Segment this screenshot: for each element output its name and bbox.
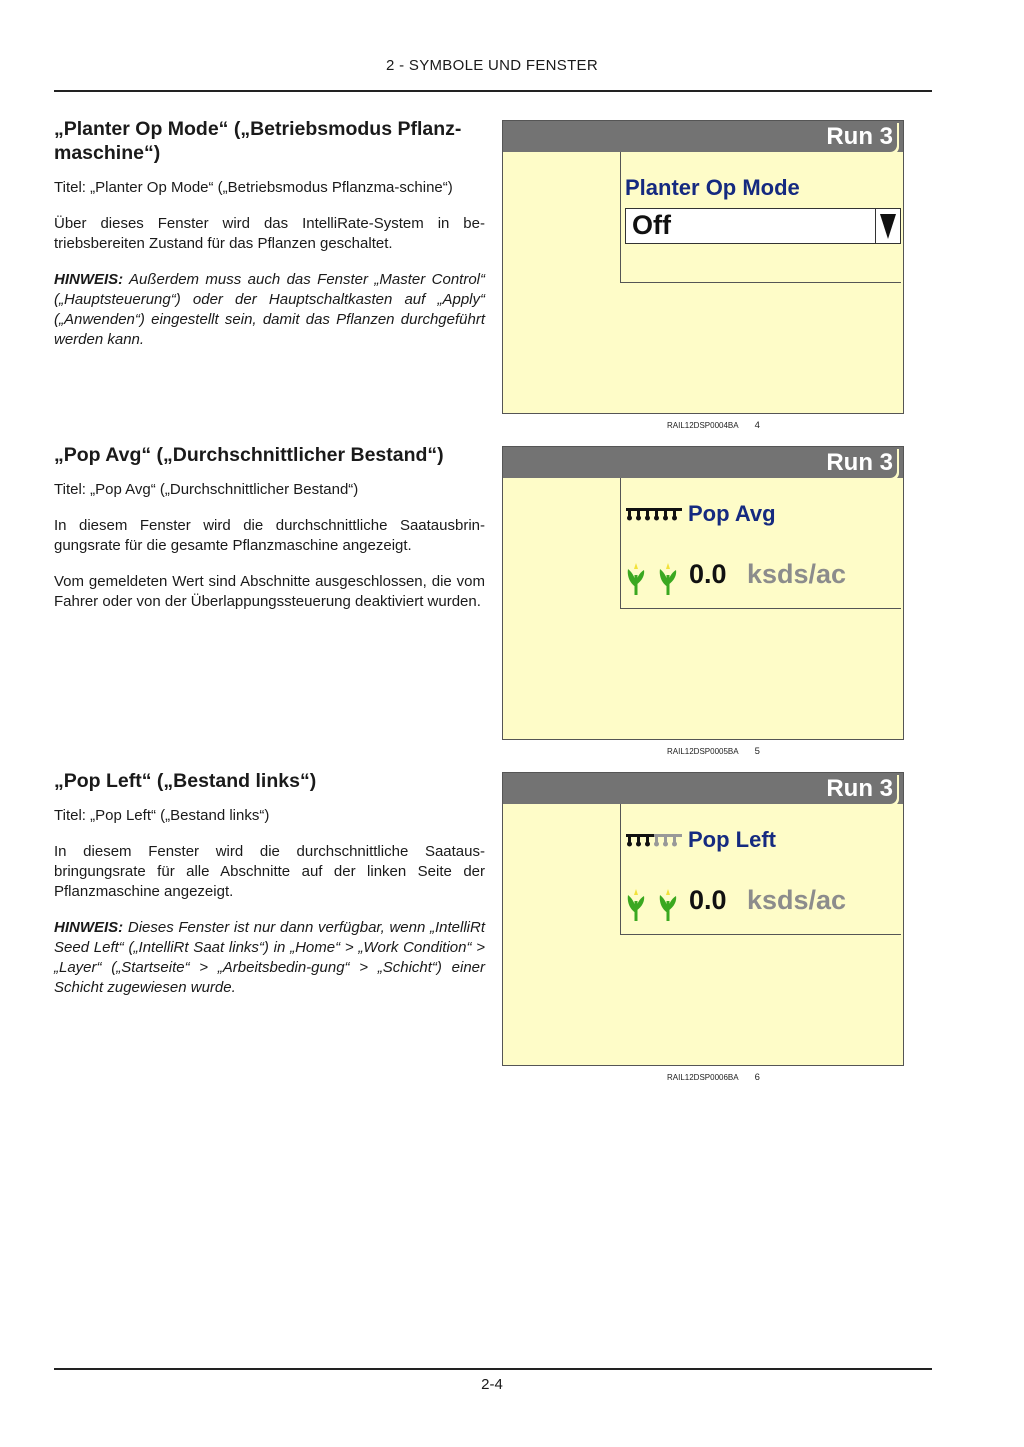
section-paragraph: In diesem Fenster wird die durchschnittliche Saatausbrin-gungsrate für die gesamte Pflanzmaschine angezeigt.	[54, 517, 485, 554]
figure-caption	[667, 1072, 760, 1083]
header-rule	[54, 90, 932, 92]
section-title-line: Titel: „Pop Avg“ („Durchschnittlicher Bestand“)	[54, 481, 359, 498]
figure-number: 6	[754, 1072, 760, 1083]
section-title-line: Titel: „Pop Left“ („Bestand links“)	[54, 807, 270, 824]
section-paragraph: Vom gemeldeten Wert sind Abschnitte ausgeschlossen, die vom Fahrer oder von der Überlappungssteuerung deaktiviert wurden.	[54, 573, 485, 610]
note	[54, 918, 485, 998]
figure-number: 5	[754, 746, 760, 757]
section-pop-avg	[54, 443, 485, 628]
widget-panel	[620, 804, 901, 935]
select-value: Off	[632, 210, 671, 240]
widget-title: Planter Op Mode	[625, 175, 800, 200]
figure-number: 4	[754, 420, 760, 431]
figure-code: RAIL12DSP0004BA	[667, 421, 739, 430]
section-planter-op-mode	[54, 117, 485, 366]
widget-panel	[620, 478, 901, 609]
pop-avg-unit: ksds/ac	[747, 559, 847, 589]
section-title-line: Titel: „Planter Op Mode“ („Betriebsmodus Pflanzma-schine“)	[54, 179, 453, 196]
footer-rule	[54, 1368, 932, 1370]
page-number: 2-4	[481, 1376, 503, 1393]
figure-code: RAIL12DSP0005BA	[667, 747, 739, 756]
seedling-icon	[625, 561, 685, 602]
run-label: Run 3	[822, 121, 897, 152]
run-label: Run 3	[822, 773, 897, 804]
figure-caption	[667, 420, 760, 431]
widget-panel	[620, 152, 901, 283]
display-screen-planter-op-mode	[502, 120, 904, 414]
figure-code: RAIL12DSP0006BA	[667, 1073, 739, 1082]
section-pop-left	[54, 769, 485, 1014]
planter-op-mode-select[interactable]	[625, 208, 901, 244]
note-text: Außerdem muss auch das Fenster „Master Control“ („Hauptsteuerung“) oder der Hauptschaltkasten auf „Apply“ („Anwenden“) eingestellt sein, damit das Pflanzen durchgeführt werden kann.	[54, 271, 485, 348]
display-screen-pop-left	[502, 772, 904, 1066]
section-heading: „Pop Avg“ („Durchschnittlicher Bestand“)	[54, 444, 444, 466]
note-text: Dieses Fenster ist nur dann verfügbar, wenn „IntelliRt Seed Left“ („IntelliRt Saat links“) in „Home“ > „Work Condition“ > „Layer“ („Startseite“ > „Arbeitsbedin-gung“ > „Schicht“) einer Schicht zugewiesen wurde.	[54, 919, 485, 996]
section-heading: „Pop Left“ („Bestand links“)	[54, 770, 317, 792]
run-label: Run 3	[822, 447, 897, 478]
note-label: HINWEIS:	[54, 271, 124, 288]
section-paragraph: Über dieses Fenster wird das IntelliRate-System in be-triebsbereiten Zustand für das Pflanzen geschaltet.	[54, 215, 485, 252]
planter-left-rows-icon	[626, 832, 682, 853]
widget-title: Pop Left	[688, 827, 776, 852]
seedling-icon	[625, 887, 685, 928]
pop-left-value: 0.0	[689, 885, 727, 915]
chapter-heading: 2 - SYMBOLE UND FENSTER	[386, 57, 598, 74]
note-label: HINWEIS:	[54, 919, 124, 936]
pop-avg-value: 0.0	[689, 559, 727, 589]
note	[54, 270, 485, 350]
display-screen-pop-avg	[502, 446, 904, 740]
figure-caption	[667, 746, 760, 757]
widget-title: Pop Avg	[688, 501, 776, 526]
section-heading: „Planter Op Mode“ („Betriebsmodus Pflanz-maschine“)	[54, 118, 462, 164]
dropdown-arrow-icon[interactable]	[875, 209, 900, 243]
pop-left-unit: ksds/ac	[747, 885, 847, 915]
section-paragraph: In diesem Fenster wird die durchschnittliche Saataus-bringungsrate für alle Abschnitte auf der linken Seite der Pflanzmaschine angezeigt.	[54, 843, 485, 900]
planter-all-rows-icon	[626, 506, 682, 527]
